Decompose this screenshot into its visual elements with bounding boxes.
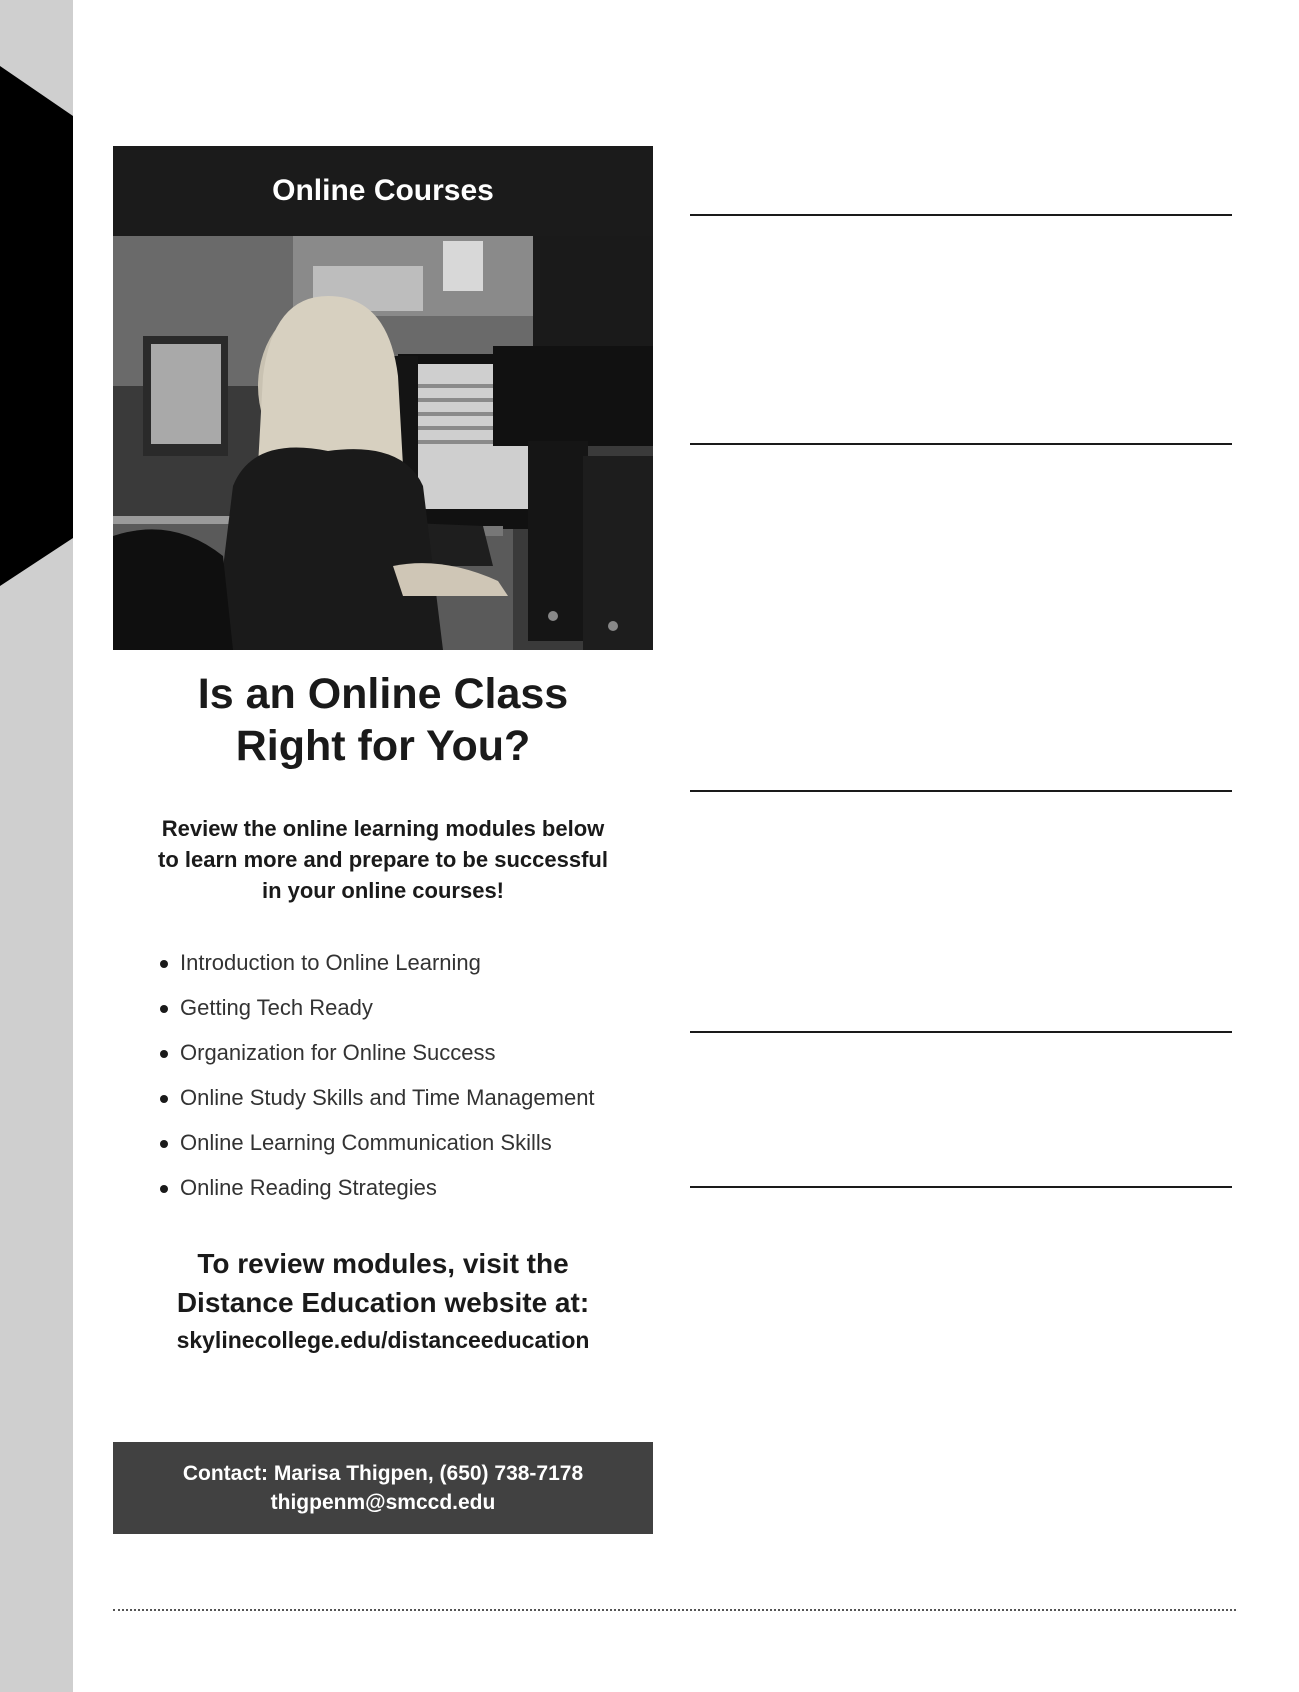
cut-line xyxy=(113,1609,1236,1611)
list-item: Online Reading Strategies xyxy=(158,1170,595,1215)
list-item: Getting Tech Ready xyxy=(158,990,595,1035)
notes-line xyxy=(690,443,1232,445)
notes-line xyxy=(690,790,1232,792)
notes-line xyxy=(690,214,1232,216)
contact-email: thigpenm@smccd.edu xyxy=(270,1491,496,1514)
notes-line xyxy=(690,1186,1232,1188)
card-header: Online Courses xyxy=(113,146,653,236)
headline-line-2: Right for You? xyxy=(235,722,531,770)
online-courses-card xyxy=(113,146,653,650)
notes-line xyxy=(690,1031,1232,1033)
student-at-computer-photo xyxy=(113,236,653,650)
intro-line-2: to learn more and prepare to be successful xyxy=(158,847,608,872)
cta-line-1: To review modules, visit the xyxy=(197,1248,569,1279)
cta-line-2: Distance Education website at: xyxy=(176,1287,590,1318)
contact-name-phone: Contact: Marisa Thigpen, (650) 738-7178 xyxy=(182,1462,584,1485)
intro-text xyxy=(113,813,653,906)
intro-line-1: Review the online learning modules below xyxy=(161,816,605,841)
website-url: skylinecollege.edu/distanceeducation xyxy=(176,1327,590,1353)
list-item: Online Learning Communication Skills xyxy=(158,1125,595,1170)
intro-line-3: in your online courses! xyxy=(261,878,505,903)
headline-line-1: Is an Online Class xyxy=(197,670,569,718)
list-item: Organization for Online Success xyxy=(158,1035,595,1080)
contact-bar xyxy=(113,1442,653,1534)
list-item: Introduction to Online Learning xyxy=(158,945,595,990)
section-tab-marker xyxy=(0,66,73,586)
call-to-action xyxy=(113,1244,653,1358)
module-list xyxy=(158,945,595,1215)
list-item: Online Study Skills and Time Management xyxy=(158,1080,595,1125)
headline xyxy=(113,668,653,772)
